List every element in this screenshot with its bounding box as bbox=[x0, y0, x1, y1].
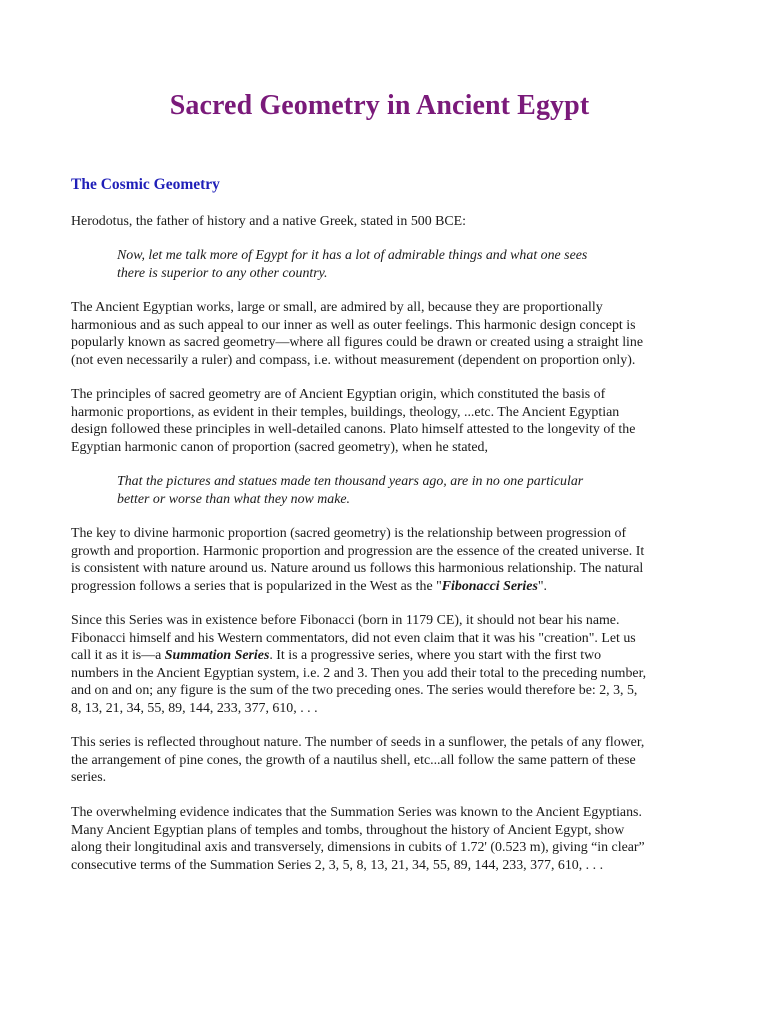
text-line: 8, 13, 21, 34, 55, 89, 144, 233, 377, 610, . . . bbox=[71, 700, 318, 716]
text-line: This series is reflected throughout nature. The number of seeds in a sunflower, the petals of any flower, bbox=[71, 735, 645, 750]
text-line: The overwhelming evidence indicates that the Summation Series was known to the Ancient Egyptians. bbox=[71, 805, 642, 820]
quote-plato bbox=[117, 473, 677, 508]
text-line: the arrangement of pine cones, the growth of a nautilus shell, etc...all follow the same pattern of these bbox=[71, 752, 636, 768]
text-fragment: . It is a progressive series, where you start with the first two bbox=[269, 648, 602, 664]
text-fragment: ". bbox=[537, 578, 548, 594]
text-fragment: call it as it is—a bbox=[71, 648, 165, 664]
quote-herodotus bbox=[117, 247, 677, 282]
paragraph-sacred-geometry-origin bbox=[71, 386, 716, 456]
text-line: Herodotus, the father of history and a native Greek, stated in 500 BCE: bbox=[71, 214, 467, 229]
text-line: harmonic proportions, as evident in their temples, buildings, theology, ...etc. The Ancient Egyptian bbox=[71, 404, 620, 420]
text-line: harmonious and as such appeal to our inner as well as outer feelings. This harmonic design concept is bbox=[71, 317, 636, 333]
paragraph-divine-proportion bbox=[71, 525, 716, 595]
text-line: along their longitudinal axis and transversely, dimensions in cubits of 1.72' (0.523 m), giving “in clear” bbox=[71, 840, 645, 856]
text-line: series. bbox=[71, 770, 107, 786]
text-line: The Ancient Egyptian works, large or small, are admired by all, because they are proportionally bbox=[71, 300, 603, 315]
text-line: The key to divine harmonic proportion (sacred geometry) is the relationship between progression of bbox=[71, 526, 627, 541]
text-line: popularly known as sacred geometry—where all figures could be drawn or created using a straight line bbox=[71, 335, 644, 351]
text-line: growth and proportion. Harmonic proportion and progression are the essence of the created universe. It bbox=[71, 543, 645, 559]
paragraph-series-in-nature bbox=[71, 734, 716, 787]
section-heading: The Cosmic Geometry bbox=[71, 176, 220, 193]
fibonacci-series-term: Fibonacci Series bbox=[441, 578, 538, 594]
text-line: is consistent with nature around us. Nature around us follows this harmonious relationship. The natural bbox=[71, 561, 644, 577]
text-line: and on and on; any figure is the sum of the two preceding ones. The series would therefore be: 2, 3, 5, bbox=[71, 683, 638, 699]
quote-line: Now, let me talk more of Egypt for it has a lot of admirable things and what one sees bbox=[117, 248, 588, 263]
paragraph-summation-series bbox=[71, 612, 716, 718]
text-line: (not even necessarily a ruler) and compass, i.e. without measurement (dependent on proportion only). bbox=[71, 352, 636, 368]
text-line: Many Ancient Egyptian plans of temples and tombs, throughout the history of Ancient Egypt, show bbox=[71, 822, 625, 838]
text-line: Fibonacci himself and his Western commentators, did not even claim that it was his "creation". Let us bbox=[71, 630, 636, 646]
quote-line: That the pictures and statues made ten thousand years ago, are in no one particular bbox=[117, 474, 584, 489]
paragraph-herodotus-intro bbox=[71, 213, 716, 231]
text-line: The principles of sacred geometry are of Ancient Egyptian origin, which constituted the basis of bbox=[71, 387, 606, 402]
text-line bbox=[71, 578, 716, 596]
paragraph-harmonic-works bbox=[71, 299, 716, 369]
text-line: consecutive terms of the Summation Series 2, 3, 5, 8, 13, 21, 34, 55, 89, 144, 233, 377, 610, . . . bbox=[71, 857, 604, 873]
page-title: Sacred Geometry in Ancient Egypt bbox=[169, 90, 590, 121]
text-fragment: progression follows a series that is popularized in the West as the " bbox=[71, 578, 442, 594]
summation-series-term: Summation Series bbox=[164, 648, 270, 664]
text-line: Since this Series was in existence before Fibonacci (born in 1179 CE), it should not bear his name. bbox=[71, 613, 620, 628]
quote-line: better or worse than what they now make. bbox=[117, 491, 351, 507]
quote-line: there is superior to any other country. bbox=[117, 265, 328, 281]
text-line bbox=[71, 647, 716, 665]
text-line: Egyptian harmonic canon of proportion (sacred geometry), when he stated, bbox=[71, 439, 488, 455]
text-line: design followed these principles in well-detailed canons. Plato himself attested to the longevity of the bbox=[71, 422, 636, 438]
paragraph-egyptian-evidence bbox=[71, 804, 716, 874]
text-line: numbers in the Ancient Egyptian system, i.e. 2 and 3. Then you add their total to the preceding number, bbox=[71, 665, 647, 681]
